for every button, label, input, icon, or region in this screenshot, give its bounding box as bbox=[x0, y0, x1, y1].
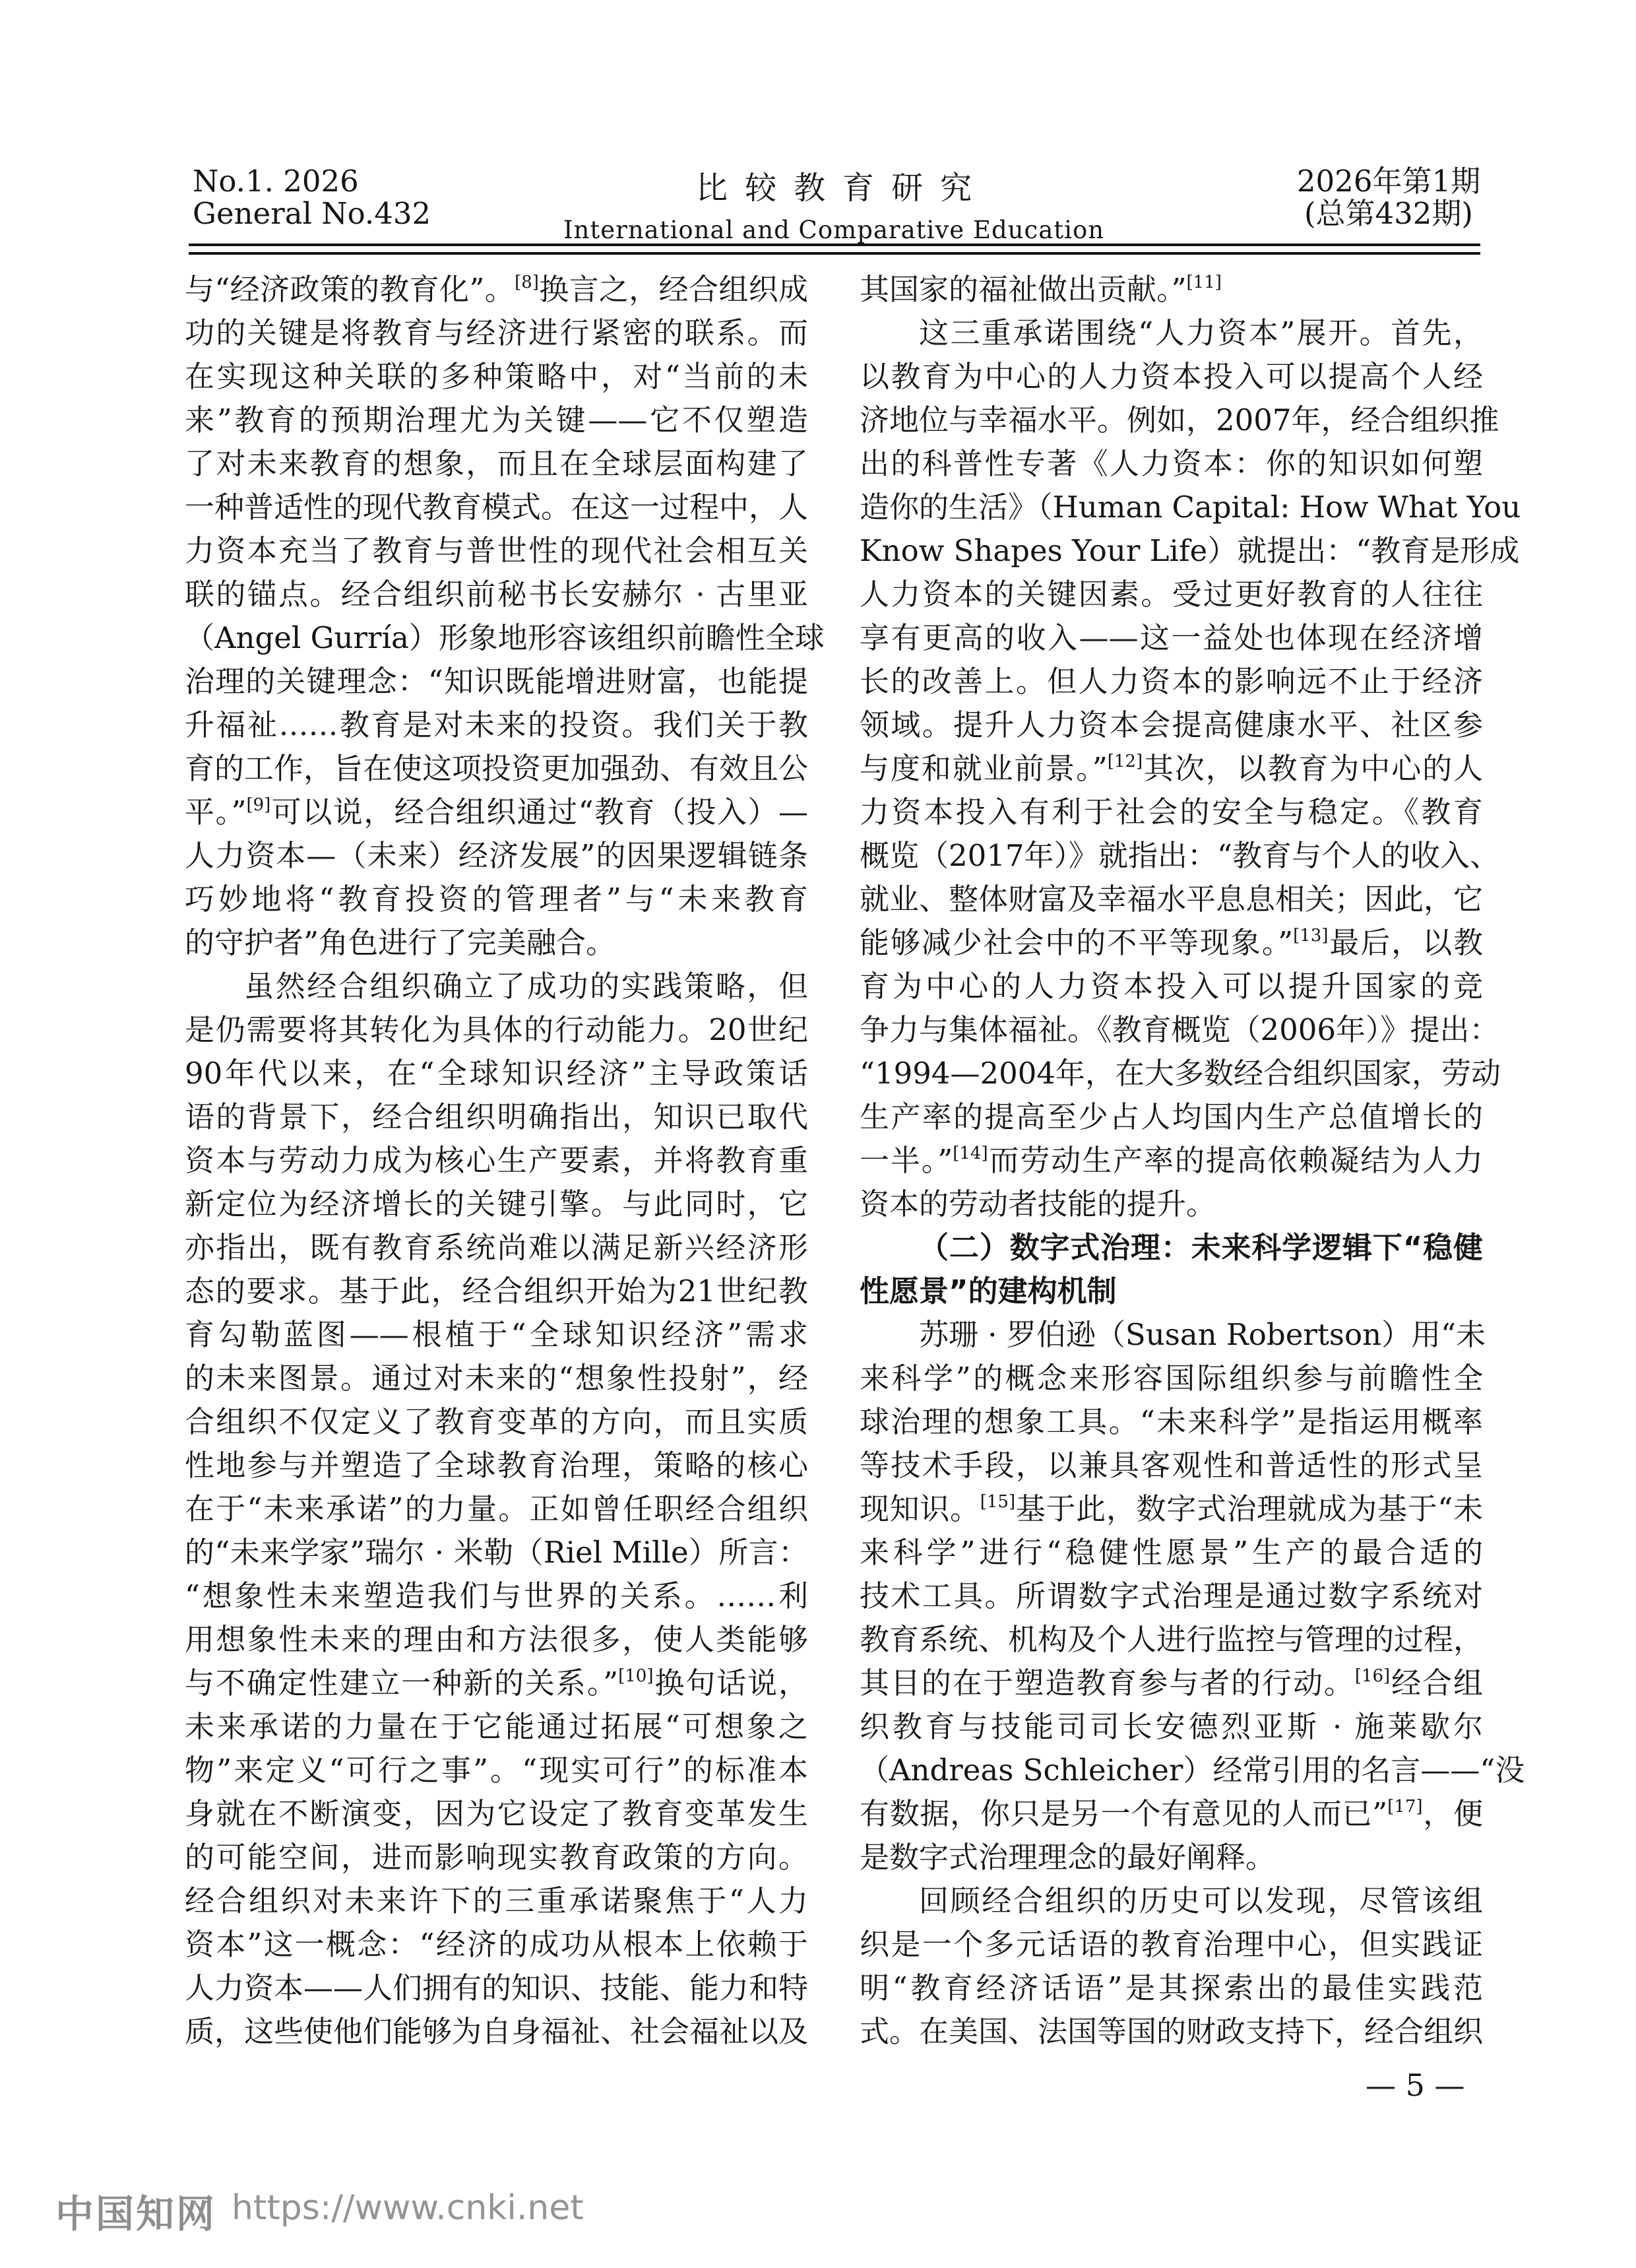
text-line: 新定位为经济增长的关键引擎。与此同时，它 bbox=[185, 1186, 808, 1221]
reference-superscript: [10] bbox=[618, 1666, 654, 1686]
text-line: 等技术手段，以兼具客观性和普适性的形式呈 bbox=[860, 1448, 1483, 1483]
text-line: 是数字式治理理念的最好阐释。 bbox=[860, 1840, 1276, 1875]
text-line: 是仍需要将其转化为具体的行动能力。20世纪 bbox=[185, 1012, 808, 1047]
text-line: 的守护者”角色进行了完美融合。 bbox=[185, 925, 616, 960]
reference-superscript: [16] bbox=[1354, 1666, 1391, 1686]
text-line: 语的背景下，经合组织明确指出，知识已取代 bbox=[185, 1099, 808, 1134]
text-line: 与不确定性建立一种新的关系。”[10]换句话说， bbox=[185, 1666, 808, 1701]
text-line: 来科学”的概念来形容国际组织参与前瞻性全 bbox=[860, 1361, 1483, 1396]
text-line: 治理的关键理念：“知识既能增进财富，也能提 bbox=[185, 664, 808, 699]
text-line: 一种普适性的现代教育模式。在这一过程中，人 bbox=[185, 490, 809, 525]
header-issue-cn bbox=[1293, 165, 1484, 230]
text-line: 平。”[9]可以说，经合组织通过“教育（投入）— bbox=[185, 794, 808, 829]
text-line: 来”教育的预期治理尤为关键——它不仅塑造 bbox=[185, 403, 808, 437]
issue-en-line2: General No.432 bbox=[193, 196, 431, 231]
text-line: （Angel Gurría）形象地形容该组织前瞻性全球 bbox=[185, 620, 825, 655]
text-line: 质，这些使他们能够为自身福祉、社会福祉以及 bbox=[185, 2014, 809, 2049]
text-line: 回顾经合组织的历史可以发现，尽管该组 bbox=[919, 1883, 1483, 1918]
text-line: 领域。提升人力资本会提高健康水平、社区参 bbox=[860, 707, 1483, 742]
text-line: 人力资本—（未来）经济发展”的因果逻辑链条 bbox=[185, 838, 808, 873]
text-line: 合组织不仅定义了教育变革的方向，而且实质 bbox=[185, 1404, 808, 1439]
header-journal-title bbox=[185, 162, 1483, 244]
text-line: 资本与劳动力成为核心生产要素，并将教育重 bbox=[185, 1143, 808, 1178]
text-line: “1994—2004年，在大多数经合组织国家，劳动 bbox=[860, 1056, 1501, 1091]
text-line: Know Shapes Your Life）就提出：“教育是形成 bbox=[860, 533, 1520, 568]
text-line: 90年代以来，在“全球知识经济”主导政策话 bbox=[185, 1056, 808, 1091]
text-line: 长的改善上。但人力资本的影响远不止于经济 bbox=[860, 664, 1483, 699]
section-heading-line: （二）数字式治理：未来科学逻辑下“稳健 bbox=[919, 1230, 1483, 1265]
text-line: 其目的在于塑造教育参与者的行动。[16]经合组 bbox=[860, 1666, 1483, 1701]
text-line: 现知识。[15]基于此，数字式治理就成为基于“未 bbox=[860, 1491, 1483, 1526]
text-line: 争力与集体福祉。《教育概览（2006年）》提出： bbox=[860, 1012, 1499, 1047]
text-line: 来科学”进行“稳健性愿景”生产的最合适的 bbox=[860, 1535, 1483, 1570]
text-line: （Andreas Schleicher）经常引用的名言——“没 bbox=[860, 1753, 1525, 1788]
issue-cn-line2: (总第432期) bbox=[1304, 196, 1473, 231]
reference-superscript: [15] bbox=[980, 1492, 1016, 1512]
text-line: 一半。”[14]而劳动生产率的提高依赖凝结为人力 bbox=[860, 1143, 1483, 1178]
reference-superscript: [17] bbox=[1387, 1797, 1423, 1817]
issue-cn-line1: 2026年第1期 bbox=[1296, 164, 1481, 199]
text-line: 就业、整体财富及幸福水平息息相关；因此，它 bbox=[860, 882, 1484, 917]
journal-title-en: International and Comparative Education bbox=[563, 216, 1105, 244]
text-line: 未来承诺的力量在于它能通过拓展“可想象之 bbox=[185, 1709, 808, 1744]
text-line: 在于“未来承诺”的力量。正如曾任职经合组织 bbox=[185, 1491, 808, 1526]
text-line: 的可能空间，进而影响现实教育政策的方向。 bbox=[185, 1840, 808, 1875]
text-line: 了对未来教育的想象，而且在全球层面构建了 bbox=[185, 446, 808, 481]
text-line: 力资本投入有利于社会的安全与稳定。《教育 bbox=[860, 794, 1483, 829]
text-line: 造你的生活》（Human Capital: How What You bbox=[860, 490, 1521, 525]
page-number: — 5 — bbox=[1366, 2067, 1465, 2103]
text-line: 苏珊 · 罗伯逊（Susan Robertson）用“未 bbox=[919, 1317, 1486, 1352]
text-line: 巧妙地将“教育投资的管理者”与“未来教育 bbox=[185, 882, 808, 917]
text-line: 织教育与技能司司长安德烈亚斯 · 施莱歇尔 bbox=[860, 1709, 1483, 1744]
text-line: 济地位与幸福水平。例如，2007年，经合组织推 bbox=[860, 403, 1499, 437]
text-line: 物”来定义“可行之事”。“现实可行”的标准本 bbox=[185, 1753, 808, 1788]
text-line: 明“教育经济话语”是其探索出的最佳实践范 bbox=[860, 1970, 1483, 2005]
text-line: 与“经济政策的教育化”。[8]换言之，经合组织成 bbox=[185, 272, 808, 307]
reference-superscript: [14] bbox=[953, 1144, 988, 1163]
text-line: 生产率的提高至少占人均国内生产总值增长的 bbox=[860, 1099, 1483, 1134]
text-line: 资本”这一概念：“经济的成功从根本上依赖于 bbox=[185, 1927, 808, 1962]
text-line: 能够减少社会中的不平等现象。”[13]最后，以教 bbox=[860, 925, 1483, 960]
text-line: 人力资本——人们拥有的知识、技能、能力和特 bbox=[185, 1970, 809, 2005]
issue-en-line1: No.1. 2026 bbox=[193, 164, 359, 199]
text-line: 力资本充当了教育与普世性的现代社会相互关 bbox=[185, 533, 808, 568]
text-line: 育的工作，旨在使这项投资更加强劲、有效且公 bbox=[185, 751, 809, 786]
text-line: 态的要求。基于此，经合组织开始为21世纪教 bbox=[185, 1274, 808, 1309]
text-line: 亦指出，既有教育系统尚难以满足新兴经济形 bbox=[185, 1230, 808, 1265]
text-line: 性地参与并塑造了全球教育治理，策略的核心 bbox=[185, 1448, 808, 1483]
text-line: 联的锚点。经合组织前秘书长安赫尔 · 古里亚 bbox=[185, 577, 808, 612]
reference-superscript: [9] bbox=[246, 795, 271, 815]
text-line: 的“未来学家”瑞尔 · 米勒（Riel Mille）所言： bbox=[185, 1535, 808, 1570]
text-line: 式。在美国、法国等国的财政支持下，经合组织 bbox=[860, 2014, 1484, 2049]
text-line: 球治理的想象工具。“未来科学”是指运用概率 bbox=[860, 1404, 1483, 1439]
text-line: 技术工具。所谓数字式治理是通过数字系统对 bbox=[860, 1578, 1483, 1613]
journal-title-cn: 比较教育研究 bbox=[695, 170, 989, 207]
text-line: 虽然经合组织确立了成功的实践策略，但 bbox=[244, 969, 808, 1004]
text-line: 有数据，你只是另一个有意见的人而已”[17]，便 bbox=[860, 1796, 1483, 1831]
text-line: 教育系统、机构及个人进行监控与管理的过程， bbox=[860, 1622, 1484, 1657]
text-line: “想象性未来塑造我们与世界的关系。……利 bbox=[185, 1578, 808, 1613]
cnki-watermark-logo-text: 中国知网 bbox=[55, 2191, 217, 2236]
text-line: 其国家的福祉做出贡献。”[11] bbox=[860, 272, 1222, 307]
text-line: 经合组织对未来许下的三重承诺聚焦于“人力 bbox=[185, 1883, 808, 1918]
text-line: 人力资本的关键因素。受过更好教育的人往往 bbox=[860, 577, 1483, 612]
text-line: 育为中心的人力资本投入可以提升国家的竞 bbox=[860, 969, 1483, 1004]
reference-superscript: [8] bbox=[515, 273, 539, 292]
article-column-left bbox=[185, 268, 825, 2054]
article-column-right bbox=[860, 268, 1525, 2054]
text-line: 这三重承诺围绕“人力资本”展开。首先， bbox=[919, 315, 1483, 350]
text-line: 以教育为中心的人力资本投入可以提高个人经 bbox=[860, 359, 1483, 394]
text-line: 资本的劳动者技能的提升。 bbox=[860, 1186, 1216, 1221]
reference-superscript: [12] bbox=[1107, 752, 1143, 771]
text-line: 享有更高的收入——这一益处也体现在经济增 bbox=[860, 620, 1483, 655]
text-line: 升福祉……教育是对未来的投资。我们关于教 bbox=[185, 707, 808, 742]
text-line: 概览（2017年）》就指出：“教育与个人的收入、 bbox=[860, 838, 1500, 873]
cnki-watermark-url: https://www.cnki.net bbox=[232, 2188, 584, 2228]
text-line: 在实现这种关联的多种策略中，对“当前的未 bbox=[185, 359, 808, 394]
reference-superscript: [13] bbox=[1293, 926, 1329, 946]
section-heading-line: 性愿景”的建构机制 bbox=[860, 1274, 1117, 1309]
header-divider-rule bbox=[189, 243, 1480, 255]
text-line: 育勾勒蓝图——根植于“全球知识经济”需求 bbox=[185, 1317, 808, 1352]
text-line: 出的科普性专著《人力资本：你的知识如何塑 bbox=[860, 446, 1483, 481]
text-line: 用想象性未来的理由和方法很多，使人类能够 bbox=[185, 1622, 808, 1657]
text-line: 织是一个多元话语的教育治理中心，但实践证 bbox=[860, 1927, 1483, 1962]
text-line: 身就在不断演变，因为它设定了教育变革发生 bbox=[185, 1796, 808, 1831]
reference-superscript: [11] bbox=[1186, 273, 1222, 292]
text-line: 的未来图景。通过对未来的“想象性投射”，经 bbox=[185, 1361, 808, 1396]
text-line: 功的关键是将教育与经济进行紧密的联系。而 bbox=[185, 315, 808, 350]
text-line: 与度和就业前景。”[12]其次，以教育为中心的人 bbox=[860, 751, 1483, 786]
